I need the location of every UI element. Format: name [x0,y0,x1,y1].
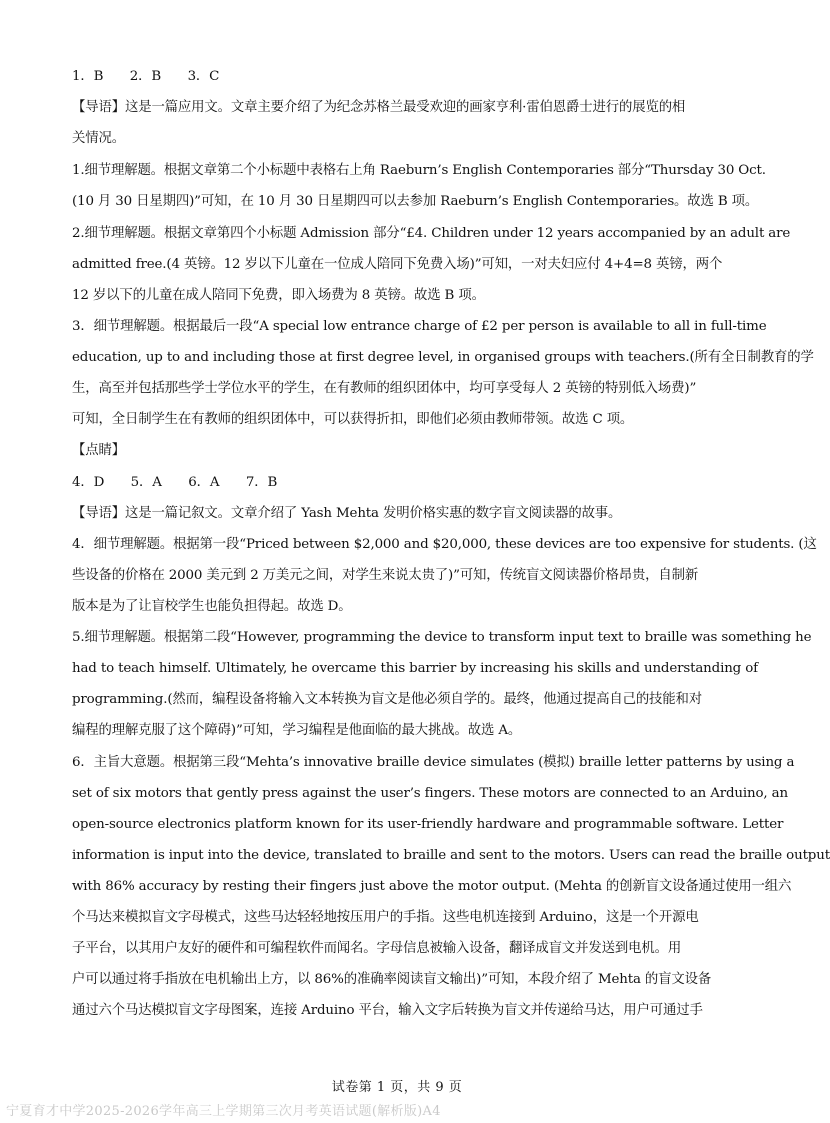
explanation-q3: 3．细节理解题。根据最后一段“A special low entrance charge of £2 per person is available to all in full-time [72,319,767,334]
explanation-q5-cont3: 编程的理解克服了这个障碍)”可知，学习编程是他面临的最大挑战。故选 A。 [72,723,522,738]
explanation-q4: 4．细节理解题。根据第一段“Priced between $2,000 and $20,000, these devices are too expensive for students. (这 [72,537,817,552]
explanation-q5-cont: had to teach himself. Ultimately, he overcame this barrier by increasing his skills and understanding of [72,661,758,676]
explanation-q6-cont3: information is input into the device, translated to braille and sent to the motors. Users can read the braille output [72,848,830,863]
explanation-q6-cont4: with 86% accuracy by resting their fingers just above the motor output. (Mehta 的创新盲文设备通过使用一组六 [72,879,792,894]
explanation-q5-cont2: programming.(然而，编程设备将输入文本转换为盲文是他必须自学的。最终，他通过提高自己的技能和对 [72,692,703,707]
page-number-footer: 试卷第 1 页，共 9 页 [331,1080,463,1095]
intro-line-1-cont: 关情况。 [72,131,125,146]
explanation-q3-cont3: 可知，全日制学生在有教师的组织团体中，可以获得折扣，即他们必须由教师带领。故选 C 项。 [72,412,634,427]
highlight-heading: 【点睛】 [72,443,125,458]
explanation-q3-cont2: 生，高至并包括那些学士学位水平的学生，在有教师的组织团体中，均可享受每人 2 英镑的特别低入场费)” [72,381,697,396]
explanation-q6-cont6: 子平台，以其用户友好的硬件和可编程软件而闻名。字母信息被输入设备，翻译成盲文并发送到电机。用 [72,941,682,956]
explanation-q1: 1.细节理解题。根据文章第二个小标题中表格右上角 Raeburn’s English Contemporaries 部分“Thursday 30 Oct. [72,163,766,178]
intro-line-2: 【导语】这是一篇记叙文。文章介绍了 Yash Mehta 发明价格实惠的数字盲文阅读器的故事。 [72,506,622,521]
explanation-q6-cont2: open-source electronics platform known for its user-friendly hardware and programmable software. Letter [72,817,784,832]
explanation-q4-cont: 些设备的价格在 2000 美元到 2 万美元之间，对学生来说太贵了)”可知，传统盲文阅读器价格昂贵，自制新 [72,568,699,583]
explanation-q3-cont: education, up to and including those at first degree level, in organised groups with teachers.(所有全日制教育的学 [72,350,814,365]
explanation-q2-cont: admitted free.(4 英镑。12 岁以下儿童在一位成人陪同下免费入场)”可知，一对夫妇应付 4+4=8 英镑，两个 [72,257,723,272]
explanation-q2-cont2: 12 岁以下的儿童在成人陪同下免费，即入场费为 8 英镑。故选 B 项。 [72,288,485,303]
source-watermark: 宁夏育才中学2025-2026学年高三上学期第三次月考英语试题(解析版)A4 [6,1104,441,1119]
explanation-q6-cont5: 个马达来模拟盲文字母模式，这些马达轻轻地按压用户的手指。这些电机连接到 Arduino，这是一个开源电 [72,910,699,925]
explanation-q6-cont: set of six motors that gently press against the user’s fingers. These motors are connected to an Arduino, an [72,786,788,801]
explanation-q4-cont2: 版本是为了让盲校学生也能负担得起。故选 D。 [72,599,352,614]
intro-line-1: 【导语】这是一篇应用文。文章主要介绍了为纪念苏格兰最受欢迎的画家亨利·雷伯恩爵士进行的展览的相 [72,100,686,115]
explanation-q1-cont: (10 月 30 日星期四)”可知，在 10 月 30 日星期四可以去参加 Raeburn’s English Contemporaries。故选 B 项。 [72,194,759,209]
explanation-q6: 6．主旨大意题。根据第三段“Mehta’s innovative braille device simulates (模拟) braille letter patterns by using a [72,755,795,770]
explanation-q2: 2.细节理解题。根据文章第四个小标题 Admission 部分“£4. Children under 12 years accompanied by an adult are [72,226,791,241]
explanation-q6-cont8: 通过六个马达模拟盲文字母图案，连接 Arduino 平台，输入文字后转换为盲文并传递给马达，用户可通过手 [72,1003,703,1018]
answer-line-1-3: 1．B 2．B 3．C [72,69,220,84]
explanation-q5: 5.细节理解题。根据第二段“However, programming the device to transform input text to braille was something he [72,630,812,645]
explanation-q6-cont7: 户可以通过将手指放在电机输出上方，以 86%的准确率阅读盲文输出)”可知，本段介绍了 Mehta 的盲文设备 [72,972,712,987]
answer-line-4-7: 4．D 5．A 6．A 7．B [72,475,278,490]
